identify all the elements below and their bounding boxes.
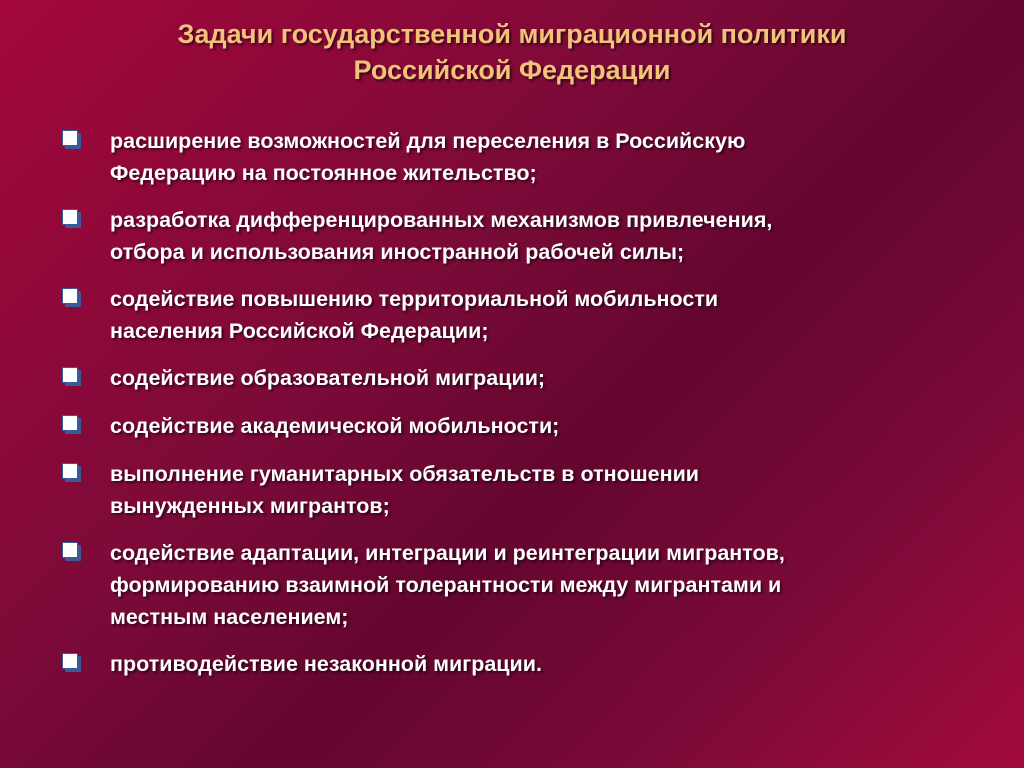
list-item (62, 125, 962, 189)
list-item-text-line: содействие адаптации, интеграции и реинтеграции мигрантов, (110, 541, 785, 565)
list-item (62, 458, 962, 522)
list-item (62, 204, 962, 268)
list-item (62, 537, 962, 633)
list-item (62, 283, 962, 347)
square-bullet-icon (62, 653, 78, 669)
square-bullet-icon (62, 288, 78, 304)
list-item-text-line: расширение возможностей для переселения в Российскую (110, 129, 746, 153)
list-item-text-line: формированию взаимной толерантности между мигрантами и (110, 573, 782, 597)
square-bullet-icon (62, 463, 78, 479)
tasks-list (62, 125, 962, 696)
list-item-text-line: выполнение гуманитарных обязательств в отношении (110, 462, 700, 486)
list-item-text-line: населения Российской Федерации; (110, 319, 489, 343)
slide-title-line-1: Задачи государственной миграционной политики (177, 19, 847, 49)
square-bullet-icon (62, 130, 78, 146)
square-bullet-icon (62, 367, 78, 383)
square-bullet-icon (62, 209, 78, 225)
list-item-text-line: вынужденных мигрантов; (110, 494, 390, 518)
list-item-text-line: содействие образовательной миграции; (110, 366, 546, 390)
slide-title (0, 16, 1024, 88)
square-bullet-icon (62, 415, 78, 431)
slide-title-line-2: Российской Федерации (353, 55, 671, 85)
list-item-text-line: разработка дифференцированных механизмов привлечения, (110, 208, 773, 232)
list-item-text-line: противодействие незаконной миграции. (110, 652, 542, 676)
list-item-text-line: Федерацию на постоянное жительство; (110, 161, 537, 185)
list-item-text-line: содействие академической мобильности; (110, 414, 560, 438)
list-item-text-line: отбора и использования иностранной рабочей силы; (110, 240, 685, 264)
list-item-text-line: содействие повышению территориальной мобильности (110, 287, 719, 311)
list-item-text-line: местным населением; (110, 605, 349, 629)
square-bullet-icon (62, 542, 78, 558)
list-item (62, 362, 962, 394)
list-item (62, 648, 962, 680)
list-item (62, 410, 962, 442)
